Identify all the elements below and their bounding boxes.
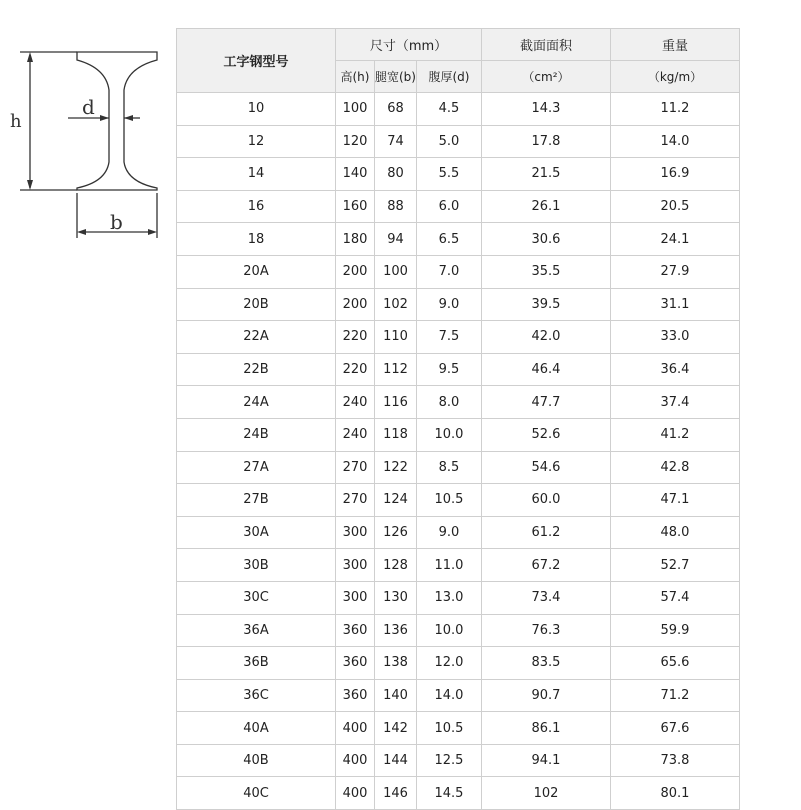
cell-web-thickness: 12.0 — [416, 647, 481, 680]
table-row — [177, 386, 740, 419]
cell-area: 86.1 — [481, 712, 610, 745]
cell-area: 60.0 — [481, 484, 610, 517]
cell-web-thickness: 9.0 — [416, 288, 481, 321]
cell-weight: 31.1 — [610, 288, 739, 321]
cell-flange-width: 112 — [375, 353, 417, 386]
header-flange-width: 腿宽(b) — [375, 61, 417, 93]
cell-height: 400 — [336, 777, 375, 810]
cell-weight: 57.4 — [610, 581, 739, 614]
cell-height: 240 — [336, 418, 375, 451]
cell-flange-width: 136 — [375, 614, 417, 647]
cell-height: 180 — [336, 223, 375, 256]
cell-weight: 37.4 — [610, 386, 739, 419]
cell-height: 300 — [336, 581, 375, 614]
cell-flange-width: 88 — [375, 190, 417, 223]
cell-model: 18 — [177, 223, 336, 256]
cell-weight: 16.9 — [610, 158, 739, 191]
cell-weight: 48.0 — [610, 516, 739, 549]
table-row — [177, 744, 740, 777]
cell-weight: 11.2 — [610, 93, 739, 126]
cell-area: 94.1 — [481, 744, 610, 777]
label-h: h — [10, 111, 22, 132]
table-row — [177, 255, 740, 288]
cell-flange-width: 130 — [375, 581, 417, 614]
cell-height: 200 — [336, 288, 375, 321]
cell-model: 20A — [177, 255, 336, 288]
cell-web-thickness: 10.5 — [416, 712, 481, 745]
cell-model: 36C — [177, 679, 336, 712]
cell-model: 20B — [177, 288, 336, 321]
table-row — [177, 614, 740, 647]
cell-model: 16 — [177, 190, 336, 223]
cell-area: 17.8 — [481, 125, 610, 158]
table-row — [177, 418, 740, 451]
cell-weight: 24.1 — [610, 223, 739, 256]
table-row — [177, 647, 740, 680]
cell-height: 100 — [336, 93, 375, 126]
cell-web-thickness: 14.5 — [416, 777, 481, 810]
cell-model: 24A — [177, 386, 336, 419]
cell-weight: 73.8 — [610, 744, 739, 777]
cell-weight: 71.2 — [610, 679, 739, 712]
table-row — [177, 125, 740, 158]
cell-web-thickness: 10.0 — [416, 614, 481, 647]
cell-area: 21.5 — [481, 158, 610, 191]
cell-weight: 52.7 — [610, 549, 739, 582]
cell-flange-width: 100 — [375, 255, 417, 288]
cell-web-thickness: 14.0 — [416, 679, 481, 712]
cell-area: 35.5 — [481, 255, 610, 288]
cell-weight: 67.6 — [610, 712, 739, 745]
cell-web-thickness: 7.5 — [416, 321, 481, 354]
cell-height: 240 — [336, 386, 375, 419]
cell-height: 400 — [336, 712, 375, 745]
cell-flange-width: 140 — [375, 679, 417, 712]
cell-model: 40C — [177, 777, 336, 810]
cell-model: 24B — [177, 418, 336, 451]
table-row — [177, 451, 740, 484]
cell-web-thickness: 9.0 — [416, 516, 481, 549]
table-row — [177, 712, 740, 745]
cell-model: 36B — [177, 647, 336, 680]
i-beam-diagram — [0, 0, 172, 245]
cell-weight: 42.8 — [610, 451, 739, 484]
cell-height: 300 — [336, 516, 375, 549]
cell-area: 52.6 — [481, 418, 610, 451]
cell-area: 46.4 — [481, 353, 610, 386]
cell-flange-width: 80 — [375, 158, 417, 191]
cell-model: 36A — [177, 614, 336, 647]
header-weight-unit: （kg/m） — [610, 61, 739, 93]
cell-area: 102 — [481, 777, 610, 810]
cell-weight: 20.5 — [610, 190, 739, 223]
cell-height: 360 — [336, 614, 375, 647]
table-row — [177, 679, 740, 712]
cell-weight: 65.6 — [610, 647, 739, 680]
cell-flange-width: 142 — [375, 712, 417, 745]
cell-height: 270 — [336, 484, 375, 517]
table-row — [177, 321, 740, 354]
cell-area: 39.5 — [481, 288, 610, 321]
cell-flange-width: 74 — [375, 125, 417, 158]
cell-flange-width: 68 — [375, 93, 417, 126]
cell-height: 120 — [336, 125, 375, 158]
cell-model: 12 — [177, 125, 336, 158]
cell-height: 200 — [336, 255, 375, 288]
cell-flange-width: 138 — [375, 647, 417, 680]
cell-flange-width: 116 — [375, 386, 417, 419]
cell-weight: 41.2 — [610, 418, 739, 451]
cell-flange-width: 102 — [375, 288, 417, 321]
table-row — [177, 158, 740, 191]
cell-area: 47.7 — [481, 386, 610, 419]
cell-model: 30B — [177, 549, 336, 582]
table-body — [177, 93, 740, 810]
header-model: 工字钢型号 — [177, 29, 336, 93]
i-beam-spec-table — [176, 28, 740, 810]
cell-web-thickness: 13.0 — [416, 581, 481, 614]
cell-model: 40A — [177, 712, 336, 745]
cell-flange-width: 94 — [375, 223, 417, 256]
label-d: d — [82, 95, 95, 119]
cell-area: 42.0 — [481, 321, 610, 354]
table-row — [177, 93, 740, 126]
cell-height: 400 — [336, 744, 375, 777]
cell-area: 76.3 — [481, 614, 610, 647]
cell-area: 14.3 — [481, 93, 610, 126]
cell-area: 30.6 — [481, 223, 610, 256]
cell-web-thickness: 6.0 — [416, 190, 481, 223]
cell-weight: 59.9 — [610, 614, 739, 647]
cell-web-thickness: 8.5 — [416, 451, 481, 484]
cell-area: 54.6 — [481, 451, 610, 484]
header-area: 截面面积 — [481, 29, 610, 61]
cell-height: 220 — [336, 353, 375, 386]
cell-flange-width: 128 — [375, 549, 417, 582]
cell-area: 83.5 — [481, 647, 610, 680]
cell-height: 140 — [336, 158, 375, 191]
cell-weight: 47.1 — [610, 484, 739, 517]
table-row — [177, 190, 740, 223]
cell-web-thickness: 10.5 — [416, 484, 481, 517]
cell-model: 30A — [177, 516, 336, 549]
table-row — [177, 777, 740, 810]
header-dimensions: 尺寸（mm） — [336, 29, 482, 61]
cell-flange-width: 126 — [375, 516, 417, 549]
cell-weight: 27.9 — [610, 255, 739, 288]
label-b: b — [110, 210, 123, 234]
cell-model: 30C — [177, 581, 336, 614]
cell-model: 40B — [177, 744, 336, 777]
table-row — [177, 223, 740, 256]
cell-area: 67.2 — [481, 549, 610, 582]
cell-area: 73.4 — [481, 581, 610, 614]
table-row — [177, 353, 740, 386]
cell-web-thickness: 11.0 — [416, 549, 481, 582]
header-web-thickness: 腹厚(d) — [416, 61, 481, 93]
cell-model: 22A — [177, 321, 336, 354]
cell-area: 61.2 — [481, 516, 610, 549]
table-row — [177, 484, 740, 517]
cell-height: 360 — [336, 679, 375, 712]
cell-flange-width: 146 — [375, 777, 417, 810]
cell-web-thickness: 10.0 — [416, 418, 481, 451]
cell-area: 90.7 — [481, 679, 610, 712]
cell-model: 27B — [177, 484, 336, 517]
cell-height: 270 — [336, 451, 375, 484]
cell-web-thickness: 12.5 — [416, 744, 481, 777]
cell-weight: 80.1 — [610, 777, 739, 810]
cell-area: 26.1 — [481, 190, 610, 223]
cell-weight: 33.0 — [610, 321, 739, 354]
cell-height: 160 — [336, 190, 375, 223]
cell-height: 360 — [336, 647, 375, 680]
cell-model: 14 — [177, 158, 336, 191]
cell-weight: 36.4 — [610, 353, 739, 386]
table-row — [177, 581, 740, 614]
cell-height: 300 — [336, 549, 375, 582]
cell-web-thickness: 6.5 — [416, 223, 481, 256]
cell-web-thickness: 5.0 — [416, 125, 481, 158]
cell-web-thickness: 5.5 — [416, 158, 481, 191]
cell-height: 220 — [336, 321, 375, 354]
cell-weight: 14.0 — [610, 125, 739, 158]
cell-web-thickness: 7.0 — [416, 255, 481, 288]
cell-flange-width: 110 — [375, 321, 417, 354]
table-row — [177, 516, 740, 549]
table-row — [177, 549, 740, 582]
header-height: 高(h) — [336, 61, 375, 93]
cell-flange-width: 144 — [375, 744, 417, 777]
cell-flange-width: 118 — [375, 418, 417, 451]
table-row — [177, 288, 740, 321]
cell-model: 27A — [177, 451, 336, 484]
cell-flange-width: 122 — [375, 451, 417, 484]
cell-web-thickness: 9.5 — [416, 353, 481, 386]
cell-web-thickness: 4.5 — [416, 93, 481, 126]
cell-web-thickness: 8.0 — [416, 386, 481, 419]
cell-flange-width: 124 — [375, 484, 417, 517]
header-weight: 重量 — [610, 29, 739, 61]
header-area-unit: （cm²） — [481, 61, 610, 93]
cell-model: 10 — [177, 93, 336, 126]
cell-model: 22B — [177, 353, 336, 386]
